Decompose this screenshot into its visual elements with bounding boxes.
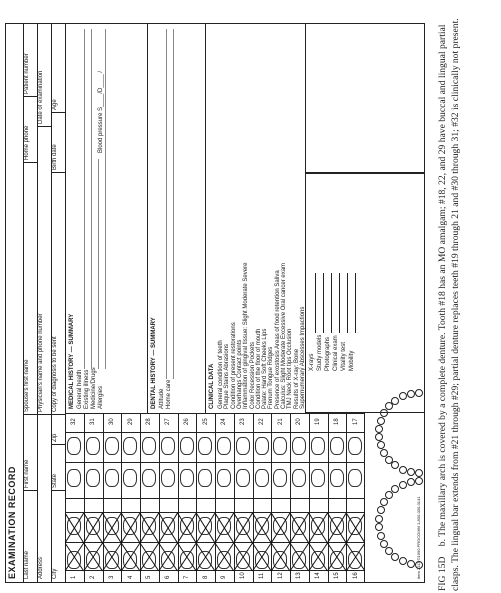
write-line: [166, 29, 167, 379]
write-line: [105, 29, 106, 369]
records-item: Vitality test: [341, 342, 347, 371]
field-zip: Zip: [52, 433, 58, 442]
clinical-line: Palate: Hard Soft Cheeks Lips: [262, 328, 269, 409]
clinical-line: Frenum Tongue Ridges: [268, 346, 275, 409]
field-age: Age: [52, 99, 58, 110]
field-patient-number: Patient number: [24, 53, 30, 94]
divider: [51, 172, 65, 173]
tooth-number-upper: 15: [333, 572, 340, 579]
figure-label: FIG 15D: [437, 556, 448, 591]
write-line: [98, 159, 99, 369]
medical-item: General health: [77, 369, 83, 409]
clinical-line: Results of X-ray: Bone: [293, 348, 300, 409]
arch-tooth-circle: [375, 515, 383, 523]
divider: [51, 444, 65, 445]
divider: [23, 414, 37, 415]
clinical-line: TMJ Neck Root tips Occlusion: [287, 328, 294, 409]
arch-tooth-circle: [377, 417, 385, 425]
medical-item: Allergies: [98, 385, 104, 409]
dental-history-heading: DENTAL HISTORY — SUMMARY: [151, 317, 157, 409]
clinical-line: Inflammation of gingival tissue: Slight Moderate Severe: [243, 262, 250, 409]
tooth-number-lower: 26: [183, 418, 190, 425]
tooth-number-lower: 28: [146, 418, 153, 425]
form-footer: Item 2113 ©1990 PROCOMM 1-800-000-0141: [416, 496, 421, 579]
figure-caption-text: b. The maxillary arch is covered by a complete denture. Tooth #18 has an MO amalgam; #18, 22, and 29 have buccal and lingual partial clasps. The lingual bar extends from #21 through #29; partial denture replaces teeth #19 through 21 and #30 through 31; #32 is clinically not present.: [437, 18, 461, 591]
tooth-number-lower: 31: [90, 418, 97, 425]
arch-tooth-circle: [407, 478, 415, 486]
tooth-number-upper: 10: [240, 572, 247, 579]
clinical-line: Color Recession Pockets: [249, 341, 256, 409]
divider: [37, 126, 51, 127]
tooth-number-upper: 3: [108, 575, 115, 579]
tooth-number-upper: 12: [277, 572, 284, 579]
field-home-phone: Home phone: [24, 125, 30, 160]
clinical-line: General condition of teeth: [218, 340, 224, 409]
tooth-number-upper: 8: [202, 575, 209, 579]
tooth-number-upper: 2: [90, 575, 97, 579]
tooth-number-upper: 7: [183, 575, 190, 579]
section-line: [205, 23, 206, 413]
tooth-number-upper: 11: [258, 572, 265, 579]
arch-tooth-circle: [407, 390, 415, 398]
clinical-line: Supernumerary Abscesses Impactions: [299, 306, 306, 409]
write-line: [323, 273, 324, 333]
tooth-number-lower: 19: [315, 418, 322, 425]
arch-tooth-circle: [407, 468, 415, 476]
tooth-number-upper: 1: [71, 575, 78, 579]
arch-tooth-circle: [415, 561, 423, 569]
medical-history-heading: MEDICAL HISTORY — SUMMARY: [69, 313, 75, 409]
clinical-line: Plaque Stains Abrasions: [224, 343, 231, 409]
arch-tooth-circle: [399, 481, 407, 489]
field-date-exam: Date of examination: [38, 70, 44, 124]
arch-tooth-circle: [415, 469, 423, 477]
tooth-number-lower: 27: [165, 418, 172, 425]
write-line: [315, 273, 316, 333]
write-line: [347, 273, 348, 333]
field-state: State: [52, 473, 58, 488]
write-line: [355, 273, 356, 333]
arch-tooth-circle: [407, 560, 415, 568]
divider: [37, 414, 51, 415]
arch-tooth-circle: [375, 425, 383, 433]
write-line: [173, 29, 174, 379]
tooth-number-lower: 24: [221, 418, 228, 425]
tooth-number-lower: 29: [127, 418, 134, 425]
section-line: [147, 23, 148, 413]
tooth-number-upper: 5: [146, 575, 153, 579]
divider: [23, 162, 37, 163]
divider: [51, 414, 65, 415]
divider: [51, 112, 65, 113]
clinical-line: Calculus: Slight Moderate Excessive Oral cancer exam: [281, 262, 287, 409]
clinical-line: Condition of present restorations: [230, 322, 237, 409]
records-item: Mobility: [349, 350, 355, 371]
arch-tooth-circle: [377, 506, 385, 514]
tooth-number-lower: 20: [296, 418, 303, 425]
clinical-data-heading: CLINICAL DATA: [209, 363, 215, 409]
arch-tooth-circle: [399, 466, 407, 474]
field-diagnosis-copy: Copy of diagnosis to be sent: [52, 336, 58, 412]
arch-tooth-circle: [377, 532, 385, 540]
tooth-number-lower: 30: [108, 418, 115, 425]
tooth-number-lower: 25: [202, 418, 209, 425]
tooth-number-lower: 17: [352, 418, 359, 425]
row-line: [23, 23, 24, 583]
records-item: Photographs: [325, 336, 331, 371]
arch-tooth-circle: [415, 477, 423, 485]
dental-item: Home care: [166, 379, 172, 409]
field-address: Address: [38, 556, 44, 579]
tooth-number-upper: 13: [296, 572, 303, 579]
write-line: [91, 29, 92, 369]
arch-tooth-circle: [415, 389, 423, 397]
medical-item: Existing illness: [84, 369, 90, 409]
tooth-number-upper: 9: [221, 575, 228, 579]
tooth-number-lower: 21: [277, 418, 284, 425]
dental-item: Attitude: [159, 388, 165, 409]
field-birth-date: Birth date: [52, 144, 58, 170]
write-line: [331, 273, 332, 333]
tooth-number-lower: 18: [333, 418, 340, 425]
records-item: X-rays: [309, 353, 315, 371]
tooth-number-lower: 23: [240, 418, 247, 425]
clinical-line: Condition of the floor of mouth: [255, 328, 262, 409]
blood-pressure: Blood pressure S____/D____ /: [98, 70, 104, 153]
divider: [51, 490, 65, 491]
divider: [23, 96, 37, 97]
field-first-name: First name: [24, 459, 30, 488]
field-physician: Physician's name and phone number: [38, 313, 44, 412]
tooth-number-lower: 22: [258, 418, 265, 425]
field-last-name: Last name: [24, 550, 30, 579]
figure-caption: [436, 2, 498, 591]
write-line: [84, 29, 85, 369]
tooth-number-upper: 14: [315, 572, 322, 579]
strike-marks: [65, 413, 365, 583]
clinical-line: Overhangs Contact points: [236, 339, 243, 409]
examination-record-form: [5, 23, 425, 583]
tooth-number-upper: 16: [352, 572, 359, 579]
clinical-line: Presence of exostosis Areas of food retention Saliva: [274, 270, 281, 409]
tooth-number-upper: 6: [165, 575, 172, 579]
notes-box: [305, 23, 425, 173]
tooth-number-lower: 32: [71, 418, 78, 425]
divider: [23, 490, 37, 491]
records-item: Clinical exam: [333, 335, 339, 371]
form-title: EXAMINATION RECORD: [7, 466, 17, 579]
field-spouse-name: Spouse's first name: [24, 359, 30, 412]
tooth-number-upper: 4: [127, 575, 134, 579]
field-city: City: [52, 568, 58, 579]
records-item: Study models: [317, 334, 323, 371]
write-line: [339, 273, 340, 333]
medical-item: Medicine/Drugs: [91, 367, 97, 409]
